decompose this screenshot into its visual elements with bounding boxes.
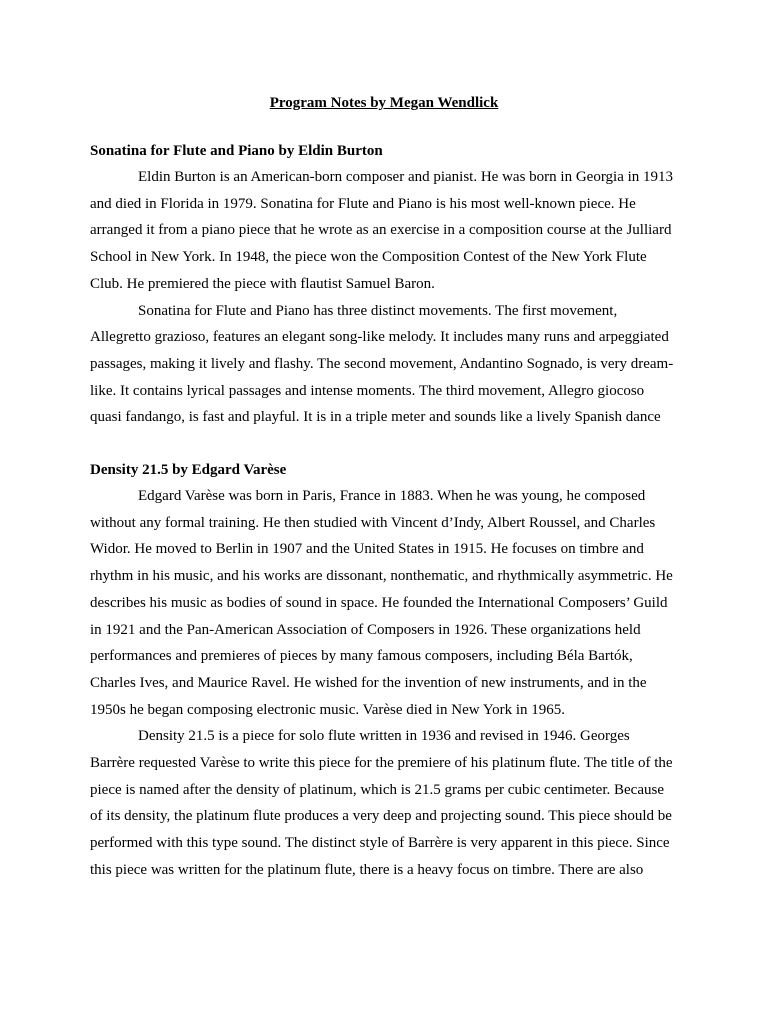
paragraph-sonatina-movements: Sonatina for Flute and Piano has three distinct movements. The first movement, Allegretto grazioso, features an elegant song-like melody. It includes many runs and arpeggiated passages, making it lively and flashy. The second movement, Andantino Sognado, is very dream-like. It contains lyrical passages and intense moments. The third movement, Allegro giocoso quasi fandango, is fast and playful. It is in a triple meter and sounds like a lively Spanish dance xyxy=(90,302,674,426)
paragraph-varese-bio: Edgard Varèse was born in Paris, France in 1883. When he was young, he composed without any formal training. He then studied with Vincent d’Indy, Albert Roussel, and Charles Widor. He moved to Berlin in 1907 and the United States in 1915. He focuses on timbre and rhythm in his music, and his works are dissonant, nonthematic, and rhythmically asymmetric. He describes his music as bodies of sound in space. He founded the International Composers’ Guild in 1921 and the Pan-American Association of Composers in 1926. These organizations held performances and premieres of pieces by many famous composers, including Béla Bartók, Charles Ives, and Maurice Ravel. He wished for the invention of new instruments, and in the 1950s he began composing electronic music. Varèse died in New York in 1965. xyxy=(90,488,673,718)
section-spacer xyxy=(90,431,678,457)
section-heading-sonatina: Sonatina for Flute and Piano by Eldin Burton xyxy=(90,143,383,159)
document-title: Program Notes by Megan Wendlick xyxy=(269,95,499,111)
paragraph-density-description: Density 21.5 is a piece for solo flute written in 1936 and revised in 1946. Georges Barrère requested Varèse to write this piece for the premiere of his platinum flute. The title of the piece is named after the density of platinum, which is 21.5 grams per cubic centimeter. Because of its density, the platinum flute produces a very deep and projecting sound. This piece should be performed with this type sound. The distinct style of Barrère is very apparent in this piece. Since this piece was written for the platinum flute, there is a heavy focus on timbre. There are also xyxy=(90,728,673,878)
document-page xyxy=(90,90,678,884)
section-heading-density: Density 21.5 by Edgard Varèse xyxy=(90,462,287,479)
paragraph-burton-bio: Eldin Burton is an American-born composer and pianist. He was born in Georgia in 1913 and died in Florida in 1979. Sonatina for Flute and Piano is his most well-known piece. He arranged it from a piano piece that he wrote as an exercise in a composition course at the Julliard School in New York. In 1948, the piece won the Composition Contest of the New York Flute Club. He premiered the piece with flautist Samuel Baron. xyxy=(90,169,674,292)
